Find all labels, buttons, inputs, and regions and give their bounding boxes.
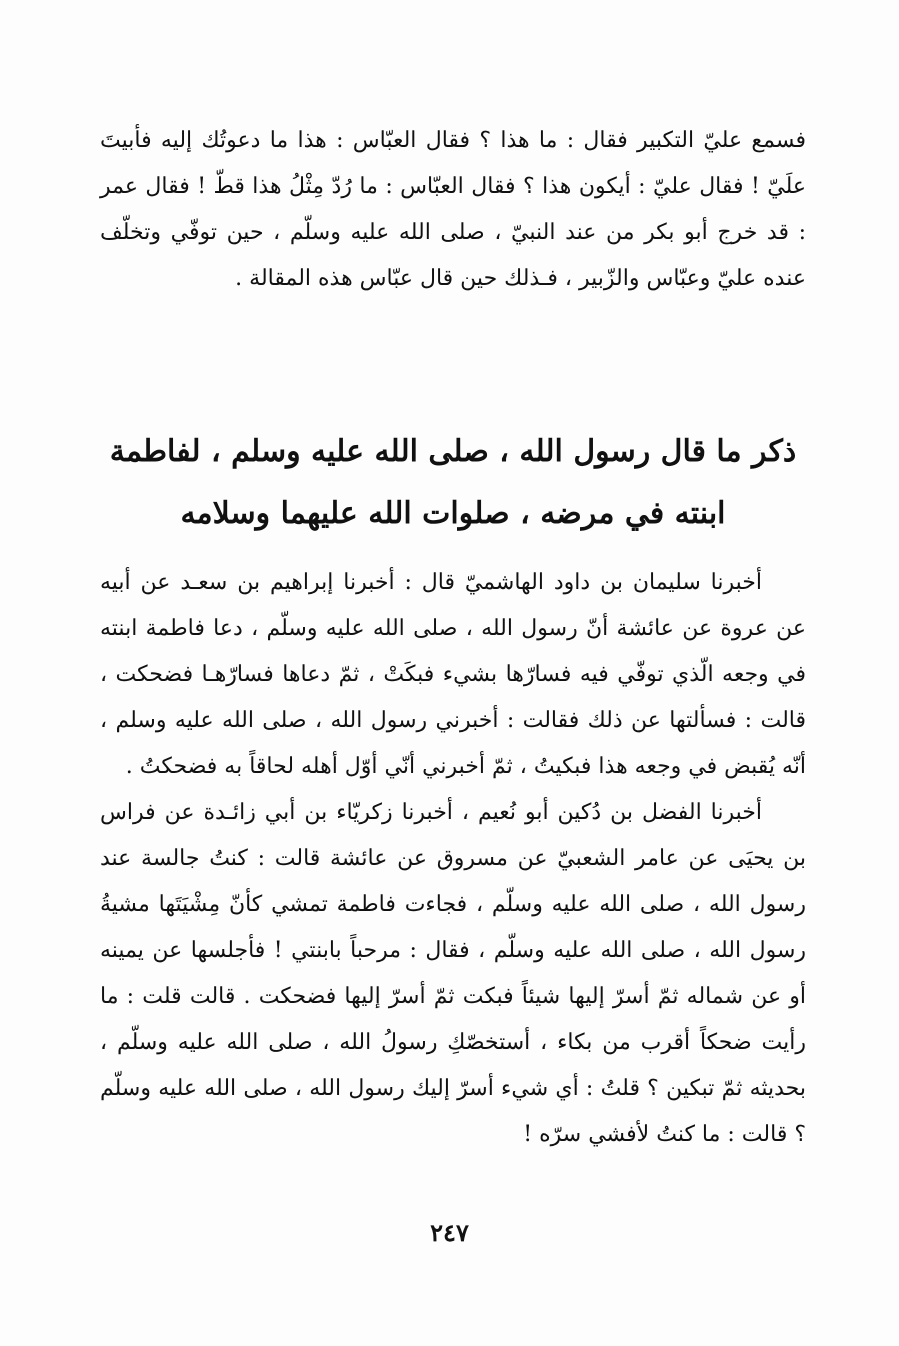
section-heading-line-1: ذكر ما قال رسول الله ، صلى الله عليه وسلم ، لفاطمة	[109, 434, 797, 469]
page-number: ٢٤٧	[430, 1218, 469, 1247]
body-paragraph-2: أخبرنا الفضل بن دُكين أبو نُعيم ، أخبرنا زكريّاء بن أبي زائـدة عن فراس بن يحيَى عن عامر الشعبيّ عن مسروق عن عائشة قالت : كنتُ جالسة عند رسول الله ، صلى الله عليه وسلّم ، فجاءت فاطمة تمشي كأنّ مِشْيَتَها مشيةُ رسول الله ، صلى الله عليه وسلّم ، فقال : مرحباً بابنتي ! فأجلسها عن يمينه أو عن شماله ثمّ أسرّ إليها شيئاً فبكت ثمّ أسرّ إليها فضحكت . قالت قلت : ما رأيت ضحكاً أقرب من بكاء ، أستخصّكِ رسولُ الله ، صلى الله عليه وسلّم ، بحديثه ثمّ تبكين ؟ قلتُ : أي شيء أسرّ إليك رسول الله ، صلى الله عليه وسلّم ؟ قالت : ما كنتُ لأفشي سرّه !	[100, 800, 806, 1147]
intro-paragraph: فسمع عليّ التكبير فقال : ما هذا ؟ فقال العبّاس : هذا ما دعوتُك إليه فأبيتَ علَيّ ! فقال عليّ : أيكون هذا ؟ فقال العبّاس : ما رُدّ مِثْلُ هذا قطّ ! فقال عمر : قد خرج أبو بكر من عند النبيّ ، صلى الله عليه وسلّم ، حين توفّي وتخلّف عنده عليّ وعبّاس والزّبير ، فـذلك حين قال عبّاس هذه المقالة .	[100, 128, 806, 291]
section-body	[100, 560, 806, 1158]
intro-paragraph-block	[100, 118, 806, 302]
section-heading-line-2: ابنته في مرضه ، صلوات الله عليهما وسلامه	[180, 496, 726, 531]
body-paragraph-1: أخبرنا سليمان بن داود الهاشميّ قال : أخبرنا إبراهيم بن سعـد عن أبيه عن عروة عن عائشة أنّ رسول الله ، صلى الله عليه وسلّم ، دعا فاطمة ابنته في وجعه الّذي توفّي فيه فسارّها بشيء فبكَتْ ، ثمّ دعاها فسارّهـا فضحكت ، قالت : فسألتها عن ذلك فقالت : أخبرني رسول الله ، صلى الله عليه وسلم ، أنّه يُقبض في وجعه هذا فبكيتُ ، ثمّ أخبرني أنّي أوّل أهله لحاقاً به فضحكتُ .	[100, 570, 806, 779]
